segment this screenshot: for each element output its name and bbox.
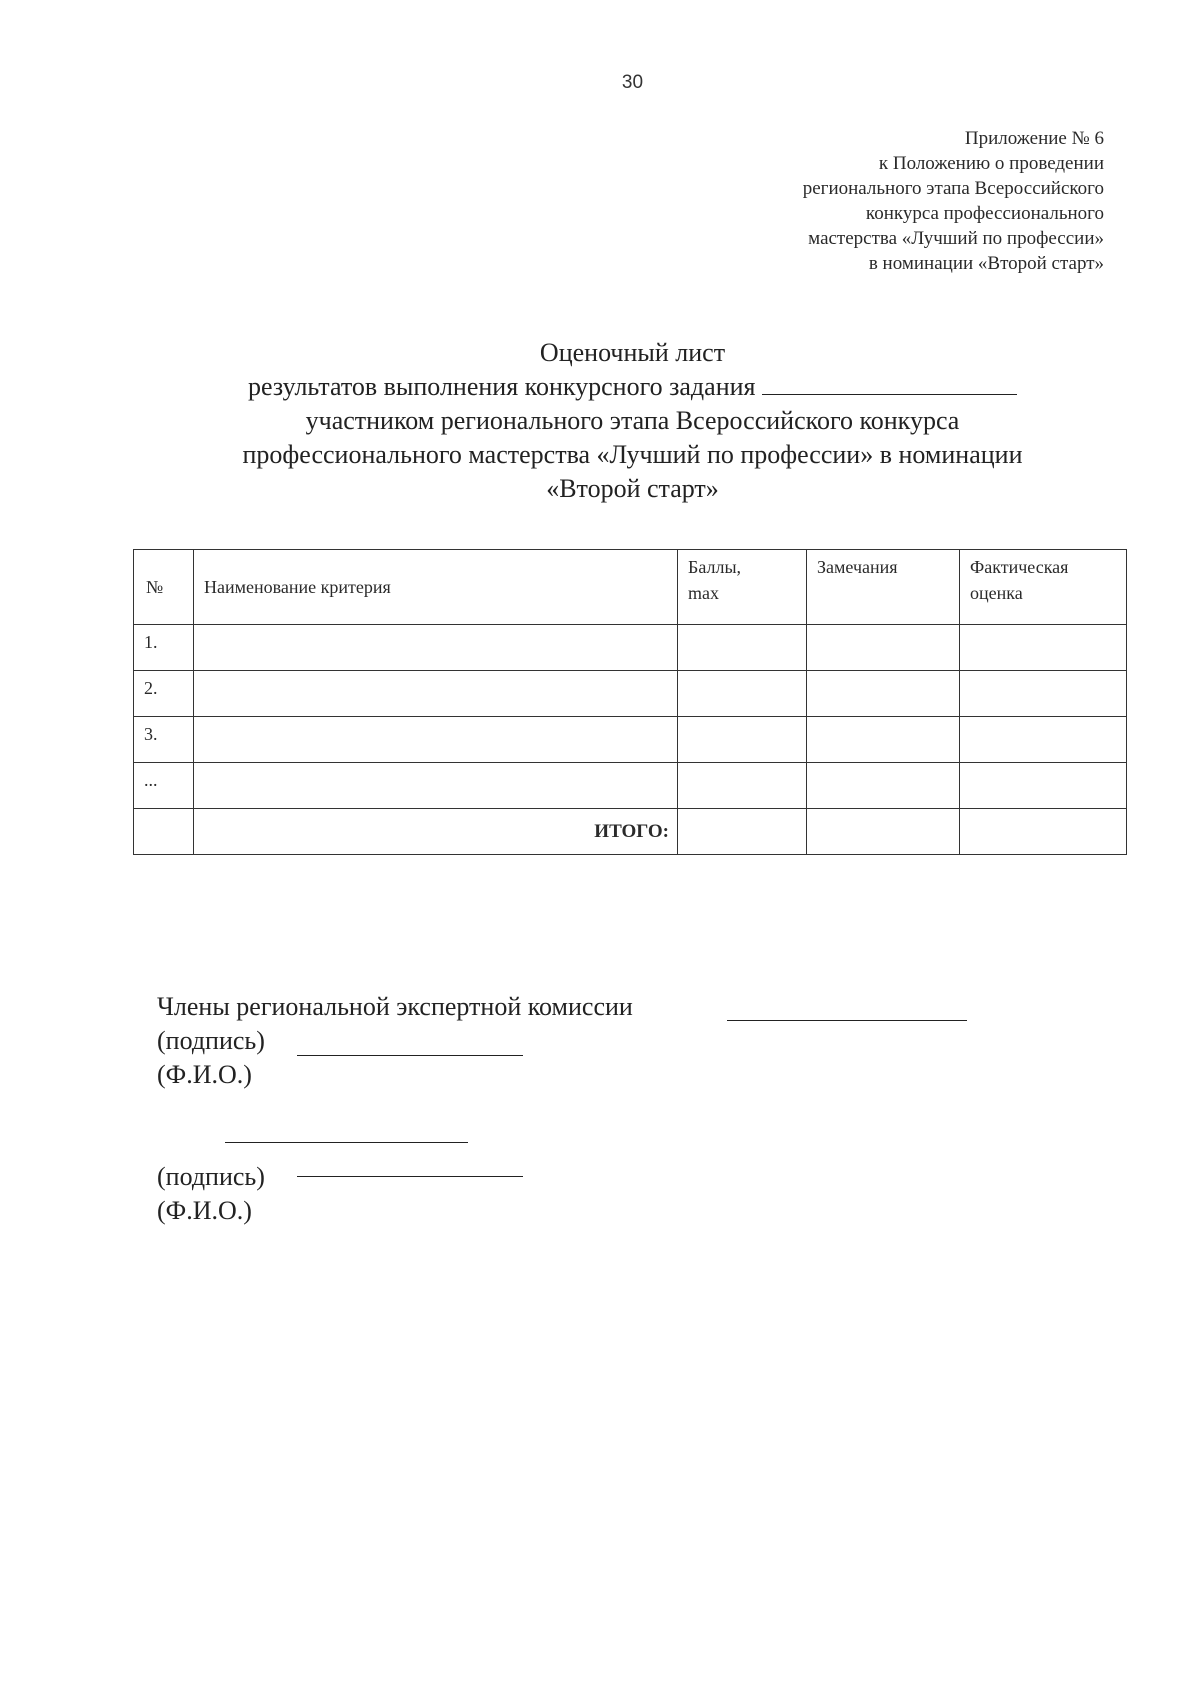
- evaluation-table: [133, 549, 1127, 855]
- task-name-blank[interactable]: [762, 393, 1017, 395]
- document-title: [100, 336, 1165, 506]
- page-number: 30: [621, 72, 644, 93]
- appendix-line: конкурса профессионального: [865, 203, 1104, 224]
- appendix-reference: [803, 126, 1104, 276]
- signature-blank[interactable]: [297, 1055, 523, 1056]
- row-number: 2.: [134, 671, 194, 717]
- criterion-cell[interactable]: [194, 625, 678, 671]
- remarks-cell[interactable]: [807, 625, 960, 671]
- remarks-cell[interactable]: [807, 763, 960, 809]
- name-label: (Ф.И.О.): [157, 1060, 252, 1089]
- points-cell[interactable]: [678, 763, 807, 809]
- header-actual-line: оценка: [970, 583, 1023, 603]
- criterion-cell[interactable]: [194, 763, 678, 809]
- table-row: [134, 625, 1127, 671]
- actual-score-cell[interactable]: [960, 763, 1127, 809]
- points-cell[interactable]: [678, 625, 807, 671]
- total-points-cell[interactable]: [678, 809, 807, 855]
- title-line: «Второй старт»: [546, 474, 719, 503]
- table-header-row: [134, 550, 1127, 625]
- name-blank[interactable]: [225, 1142, 468, 1143]
- appendix-line: Приложение № 6: [964, 128, 1104, 149]
- actual-score-cell[interactable]: [960, 625, 1127, 671]
- total-number-cell: [134, 809, 194, 855]
- total-label: ИТОГО:: [194, 809, 678, 855]
- row-number: ...: [134, 763, 194, 809]
- appendix-line: в номинации «Второй старт»: [868, 253, 1104, 274]
- table-total-row: [134, 809, 1127, 855]
- signature-label: (подпись): [157, 1026, 265, 1055]
- header-number: №: [134, 550, 194, 625]
- remarks-cell[interactable]: [807, 717, 960, 763]
- title-line: профессионального мастерства «Лучший по профессии» в номинации: [242, 440, 1023, 469]
- remarks-cell[interactable]: [807, 671, 960, 717]
- actual-score-cell[interactable]: [960, 717, 1127, 763]
- header-points: [678, 550, 807, 625]
- actual-score-cell[interactable]: [960, 671, 1127, 717]
- header-actual-score: [960, 550, 1127, 625]
- table-row: [134, 717, 1127, 763]
- title-line: результатов выполнения конкурсного задания: [248, 372, 756, 401]
- title-line: участником регионального этапа Всероссийского конкурса: [305, 406, 960, 435]
- spacer: [157, 1126, 633, 1160]
- table-row: [134, 671, 1127, 717]
- header-actual-line: Фактическая: [970, 557, 1069, 577]
- criterion-cell[interactable]: [194, 671, 678, 717]
- appendix-line: к Положению о проведении: [878, 153, 1104, 174]
- header-points-line: Баллы,: [688, 557, 742, 577]
- title-line: Оценочный лист: [539, 338, 726, 367]
- row-number: 1.: [134, 625, 194, 671]
- appendix-line: мастерства «Лучший по профессии»: [808, 228, 1104, 249]
- header-points-line: max: [688, 583, 719, 603]
- members-label: Члены региональной экспертной комиссии: [157, 992, 633, 1021]
- signature-blank[interactable]: [297, 1176, 523, 1177]
- name-label: (Ф.И.О.): [157, 1196, 252, 1225]
- member-signature-blank[interactable]: [727, 1020, 967, 1021]
- total-actual-score-cell[interactable]: [960, 809, 1127, 855]
- points-cell[interactable]: [678, 717, 807, 763]
- row-number: 3.: [134, 717, 194, 763]
- header-criterion: Наименование критерия: [194, 550, 678, 625]
- signature-label: (подпись): [157, 1162, 265, 1191]
- signature-block: [157, 990, 633, 1228]
- header-remarks: Замечания: [807, 550, 960, 625]
- total-remarks-cell[interactable]: [807, 809, 960, 855]
- spacer: [157, 1092, 633, 1126]
- appendix-line: регионального этапа Всероссийского: [802, 178, 1104, 199]
- points-cell[interactable]: [678, 671, 807, 717]
- title-line-with-blank: [100, 370, 1165, 404]
- table-row: [134, 763, 1127, 809]
- criterion-cell[interactable]: [194, 717, 678, 763]
